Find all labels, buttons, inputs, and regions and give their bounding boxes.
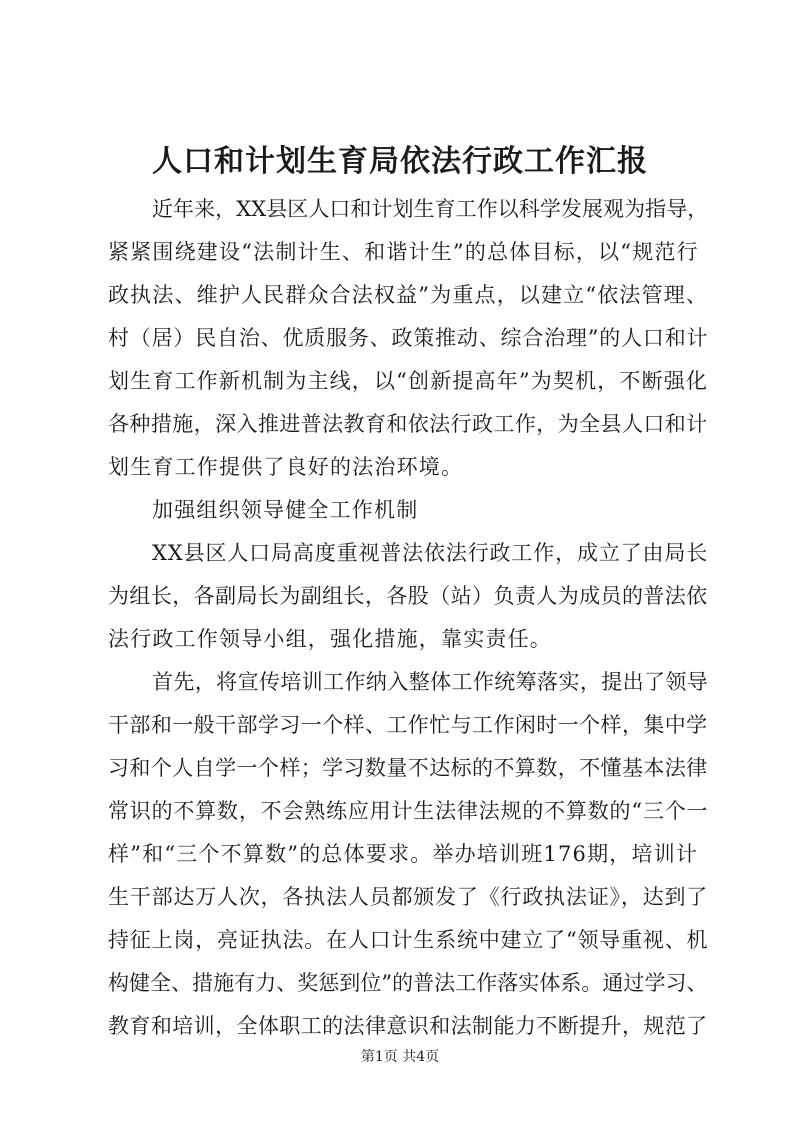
body-line: 划生育工作新机制为主线，以“创新提高年”为契机，不断强化 bbox=[108, 369, 709, 393]
section-heading: 加强组织领导健全工作机制 bbox=[152, 498, 419, 522]
body-line: 紧紧围绕建设“法制计生、和谐计生”的总体目标，以“规范行 bbox=[108, 240, 699, 264]
body-line: 村（居）民自治、优质服务、政策推动、综合治理”的人口和计 bbox=[108, 326, 709, 350]
body-line: XX县区人口局高度重视普法依法行政工作，成立了由局长 bbox=[152, 541, 709, 565]
body-line: 样”和“三个不算数”的总体要求。举办培训班176期，培训计 bbox=[108, 842, 699, 866]
body-line: 首先，将宣传培训工作纳入整体工作统筹落实，提出了领导 bbox=[152, 670, 709, 694]
body-line: 政执法、维护人民群众合法权益”为重点，以建立“依法管理、 bbox=[108, 283, 709, 307]
body-line: 教育和培训，全体职工的法律意识和法制能力不断提升，规范了 bbox=[108, 1014, 708, 1038]
body-line: 持征上岗，亮证执法。在人口计生系统中建立了“领导重视、机 bbox=[108, 928, 709, 952]
body-line: 习和个人自学一个样；学习数量不达标的不算数，不懂基本法律 bbox=[108, 756, 708, 780]
page-number: 第1页 共4页 bbox=[360, 1049, 440, 1065]
body-line: 近年来，XX县区人口和计划生育工作以科学发展观为指导， bbox=[152, 197, 709, 221]
body-line: 干部和一般干部学习一个样、工作忙与工作闲时一个样，集中学 bbox=[108, 713, 708, 737]
body-line: 常识的不算数，不会熟练应用计生法律法规的不算数的“三个一 bbox=[108, 799, 709, 823]
body-line: 构健全、措施有力、奖惩到位”的普法工作落实体系。通过学习、 bbox=[108, 971, 708, 995]
body-line: 生干部达万人次，各执法人员都颁发了《行政执法证》，达到了 bbox=[108, 885, 709, 909]
body-line: 法行政工作领导小组，强化措施，靠实责任。 bbox=[108, 627, 552, 651]
body-line: 为组长，各副局长为副组长，各股（站）负责人为成员的普法依 bbox=[108, 584, 708, 608]
document-title: 人口和计划生育局依法行政工作汇报 bbox=[152, 144, 648, 179]
body-line: 各种措施，深入推进普法教育和依法行政工作，为全县人口和计 bbox=[108, 412, 708, 436]
body-line: 划生育工作提供了良好的法治环境。 bbox=[108, 455, 464, 479]
